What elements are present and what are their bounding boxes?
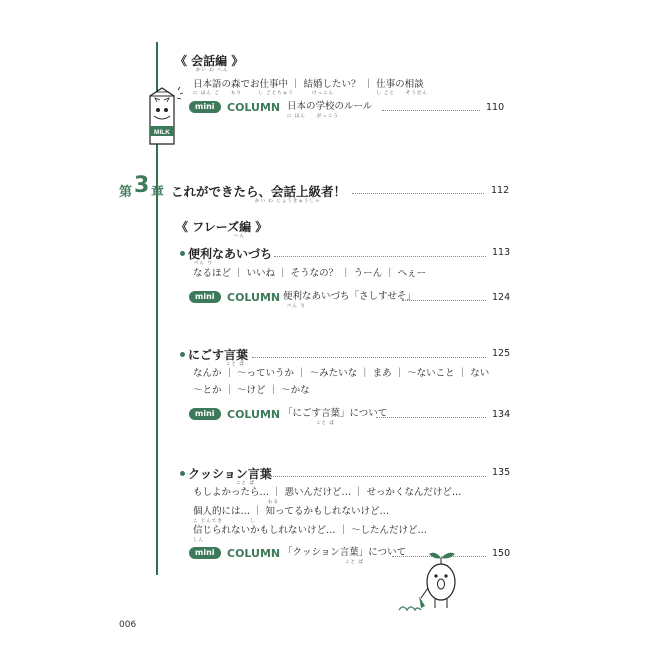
chapter-title: これができたら、会話上級者！ bbox=[171, 184, 347, 199]
topic-title: にごす言葉 bbox=[188, 348, 249, 362]
chapter-title-ruby: かい わ じょうきゅうしゃ bbox=[255, 199, 321, 204]
column-page: 134 bbox=[492, 409, 511, 420]
kaiwa-column-title: 日本の学校のルール bbox=[287, 101, 373, 112]
phrase-section-title: 《 フレーズ編 》 bbox=[176, 220, 268, 234]
column-ruby: こと ば bbox=[345, 560, 364, 565]
chapter-suffix: 章 bbox=[151, 185, 165, 200]
leader-dots bbox=[382, 110, 480, 111]
topic-line-ruby: こ じんてき し bbox=[193, 519, 256, 524]
topic-line-ruby: わる bbox=[268, 500, 279, 505]
kaiwa-line-1-ruby-b: けっこん bbox=[312, 91, 334, 96]
column-page: 150 bbox=[492, 548, 511, 559]
kaiwa-title-ruby: かい わ へん bbox=[196, 68, 229, 73]
column-title: 「にごす言葉」について bbox=[283, 408, 388, 419]
mini-badge: mini bbox=[189, 291, 221, 303]
leader-dots bbox=[376, 417, 486, 418]
topic-line: 〜とか ｜ 〜けど ｜ 〜かな bbox=[193, 385, 310, 396]
topic-line: 個人的には… ｜ 知ってるかもしれないけど… bbox=[193, 506, 390, 517]
kaiwa-line-1-ruby-a: に ほん ご もり し ごとちゅう bbox=[193, 91, 294, 96]
page-number: 110 bbox=[486, 102, 505, 113]
leader-dots bbox=[274, 256, 486, 257]
milk-carton-illustration bbox=[142, 86, 184, 148]
mini-badge: mini bbox=[189, 408, 221, 420]
milk-label: MILK bbox=[154, 129, 170, 136]
topic-bullet bbox=[180, 352, 185, 357]
column-label: COLUMN bbox=[227, 408, 281, 421]
kaiwa-line-1-ruby-c: し ごと そうだん bbox=[376, 91, 428, 96]
topic-bullet bbox=[180, 471, 185, 476]
kaiwa-line-1: 日本語の森でお仕事中 ｜ 結婚したい？ ｜ 仕事の相談 bbox=[193, 79, 424, 90]
column-label: COLUMN bbox=[227, 101, 281, 114]
topic-line: 信じられないかもしれないけど… ｜ 〜したんだけど… bbox=[193, 525, 428, 536]
chapter-page: 112 bbox=[491, 185, 510, 196]
chapter-number: 3 bbox=[134, 173, 150, 198]
leader-dots bbox=[352, 193, 484, 194]
topic-page: 113 bbox=[492, 247, 511, 258]
sprout-character-illustration bbox=[395, 548, 465, 618]
column-title: 「クッション言葉」について bbox=[283, 547, 407, 558]
topic-line: もしよかったら… ｜ 悪いんだけど… ｜ せっかくなんだけど… bbox=[193, 487, 462, 498]
leader-dots bbox=[266, 476, 486, 477]
topic-line-ruby: しん bbox=[193, 538, 204, 543]
kaiwa-column-ruby: に ほん がっこう bbox=[287, 114, 339, 119]
column-title: 便利なあいづち「さしすせそ」 bbox=[283, 291, 417, 302]
chapter-prefix: 第 bbox=[119, 185, 133, 200]
kaiwa-section-title: 《 会話編 》 bbox=[175, 54, 244, 68]
topic-line: なるほど ｜ いいね ｜ そうなの？ ｜ うーん ｜ へぇー bbox=[193, 268, 427, 279]
column-ruby: こと ば bbox=[316, 421, 335, 426]
topic-title: クッション言葉 bbox=[188, 467, 272, 481]
column-page: 124 bbox=[492, 292, 511, 303]
page-folio: 006 bbox=[119, 620, 137, 630]
topic-ruby: こと ば bbox=[236, 481, 255, 486]
mini-badge: mini bbox=[189, 101, 221, 113]
topic-bullet bbox=[180, 251, 185, 256]
leader-dots bbox=[402, 300, 486, 301]
column-ruby: べん り bbox=[287, 304, 306, 309]
topic-ruby: こと ば bbox=[226, 362, 245, 367]
topic-page: 125 bbox=[492, 348, 511, 359]
column-label: COLUMN bbox=[227, 547, 281, 560]
leader-dots bbox=[252, 357, 486, 358]
mini-badge: mini bbox=[189, 547, 221, 559]
topic-ruby: べん り bbox=[194, 261, 213, 266]
topic-title: 便利なあいづち bbox=[188, 247, 273, 261]
topic-line: なんか ｜ 〜っていうか ｜ 〜みたいな ｜ まあ ｜ 〜ないこと ｜ ない bbox=[193, 368, 490, 379]
phrase-title-ruby: へん bbox=[234, 234, 245, 239]
column-label: COLUMN bbox=[227, 291, 281, 304]
topic-page: 135 bbox=[492, 467, 511, 478]
